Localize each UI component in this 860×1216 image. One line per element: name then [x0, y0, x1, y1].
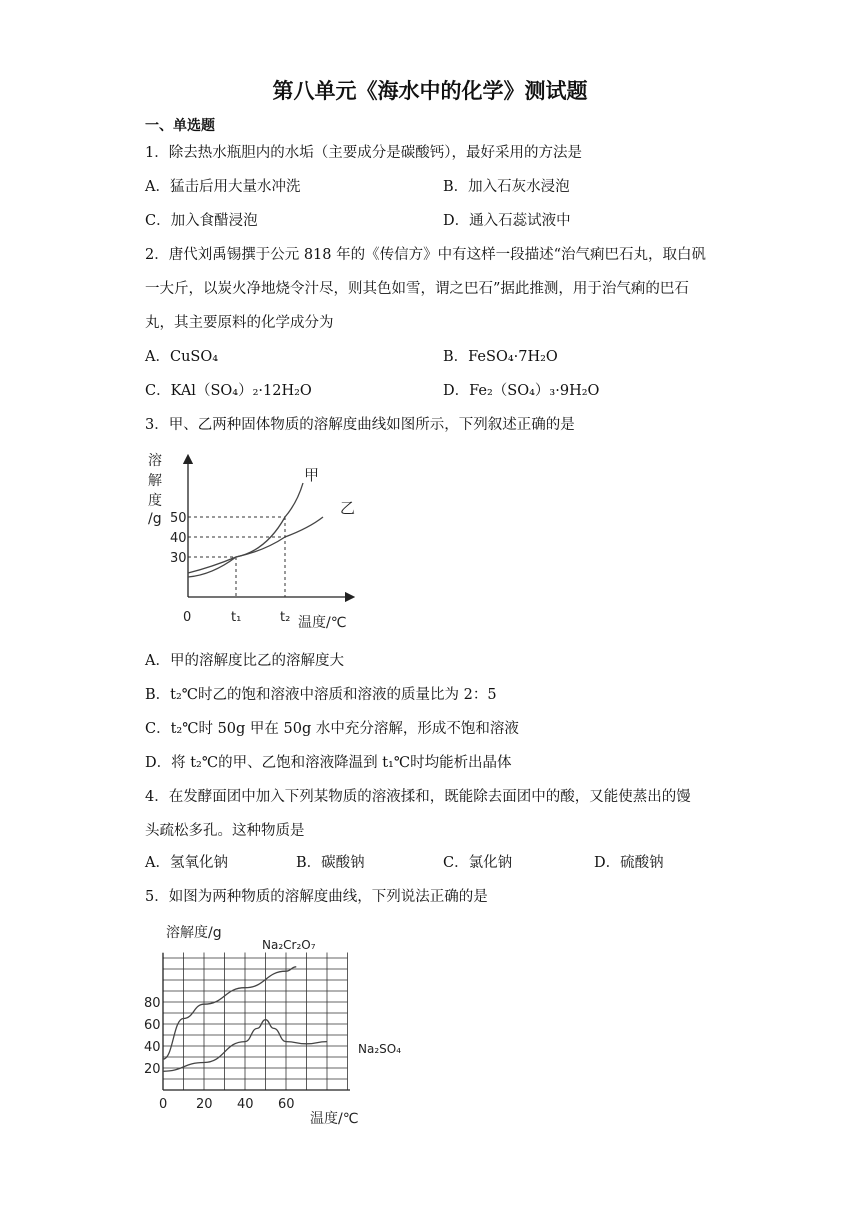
chart2-ytick-40: 40 [144, 1040, 161, 1055]
q3-option-a: A．甲的溶解度比乙的溶解度大 [145, 653, 344, 669]
chart1-xtick-0: 0 [183, 610, 192, 625]
question-2-line-1: 2．唐代刘禹锡撰于公元 818 年的《传信方》中有这样一段描述“治气痢巴石丸，取白矾 [145, 247, 707, 263]
q2-option-a: A．CuSO₄ [145, 349, 219, 365]
chart1-xtick-2: t₂ [280, 610, 291, 625]
q3-option-c: C．t₂℃时 50g 甲在 50g 水中充分溶解，形成不饱和溶液 [145, 721, 519, 737]
question-3-stem: 3．甲、乙两种固体物质的溶解度曲线如图所示，下列叙述正确的是 [145, 417, 575, 433]
question-2-line-3: 丸，其主要原料的化学成分为 [145, 315, 334, 331]
page-title: 第八单元《海水中的化学》测试题 [272, 79, 588, 103]
q1-option-c: C．加入食醋浸泡 [145, 213, 258, 229]
chart1-ytick-40: 40 [170, 531, 187, 546]
chart1-ylabel-4: /g [148, 511, 162, 527]
chart1-ytick-30: 30 [170, 551, 187, 566]
q1-option-a: A．猛击后用大量水冲洗 [145, 179, 301, 195]
question-4-line-2: 头疏松多孔。这种物质是 [145, 823, 305, 839]
q2-option-c: C．KAl（SO₄）₂·12H₂O [145, 383, 312, 399]
q3-option-d: D．将 t₂℃的甲、乙饱和溶液降温到 t₁℃时均能析出晶体 [145, 755, 512, 771]
chart1-ylabel-1: 溶 [148, 453, 162, 469]
chart2-series-na2cr2o7-label: Na₂Cr₂O₇ [262, 938, 316, 952]
chart-1 [140, 445, 370, 635]
q3-option-b: B．t₂℃时乙的饱和溶液中溶质和溶液的质量比为 2：5 [145, 687, 497, 703]
q4-option-b: B．碳酸钠 [296, 855, 365, 871]
chart1-series-yi-line [188, 517, 323, 573]
chart1-ytick-50: 50 [170, 511, 187, 526]
chart1-series-yi-label: 乙 [340, 499, 356, 517]
q4-option-a: A．氢氧化钠 [145, 855, 228, 871]
chart2-xtick-60: 60 [278, 1097, 295, 1112]
q1-option-d: D．通入石蕊试液中 [443, 213, 571, 229]
chart1-xlabel: 温度/℃ [298, 615, 347, 631]
chart2-xlabel: 温度/℃ [310, 1111, 359, 1127]
q2-option-d: D．Fe₂（SO₄）₃·9H₂O [443, 383, 600, 399]
section-heading: 一、单选题 [145, 118, 215, 134]
q4-option-d: D．硫酸钠 [594, 855, 664, 871]
chart2-xtick-40: 40 [237, 1097, 254, 1112]
chart2-ytick-60: 60 [144, 1018, 161, 1033]
chart2-ylabel: 溶解度/g [166, 925, 222, 941]
chart2-series-na2so4-label: Na₂SO₄ [358, 1042, 402, 1056]
chart2-xtick-0: 0 [159, 1097, 168, 1112]
question-1-stem: 1．除去热水瓶胆内的水垢（主要成分是碳酸钙），最好采用的方法是 [145, 145, 582, 161]
q4-option-c: C．氯化钠 [443, 855, 513, 871]
question-4-line-1: 4．在发酵面团中加入下列某物质的溶液揉和，既能除去面团中的酸，又能使蒸出的馒 [145, 789, 691, 805]
chart-2 [140, 915, 440, 1130]
question-5-stem: 5．如图为两种物质的溶解度曲线，下列说法正确的是 [145, 889, 488, 905]
chart1-series-jia-label: 甲 [304, 466, 320, 484]
question-2-line-2: 一大斤，以炭火净地烧令汁尽，则其色如雪，谓之巴石”据此推测，用于治气痢的巴石 [145, 281, 689, 297]
chart1-series-jia-line [188, 483, 303, 577]
chart1-ylabel-2: 解 [148, 473, 162, 489]
chart1-ylabel-3: 度 [148, 493, 162, 509]
q1-option-b: B．加入石灰水浸泡 [443, 179, 570, 195]
chart2-xtick-20: 20 [196, 1097, 213, 1112]
chart2-ytick-80: 80 [144, 996, 161, 1011]
q2-option-b: B．FeSO₄·7H₂O [443, 349, 558, 365]
chart1-xtick-1: t₁ [231, 610, 242, 625]
chart2-ytick-20: 20 [144, 1062, 161, 1077]
